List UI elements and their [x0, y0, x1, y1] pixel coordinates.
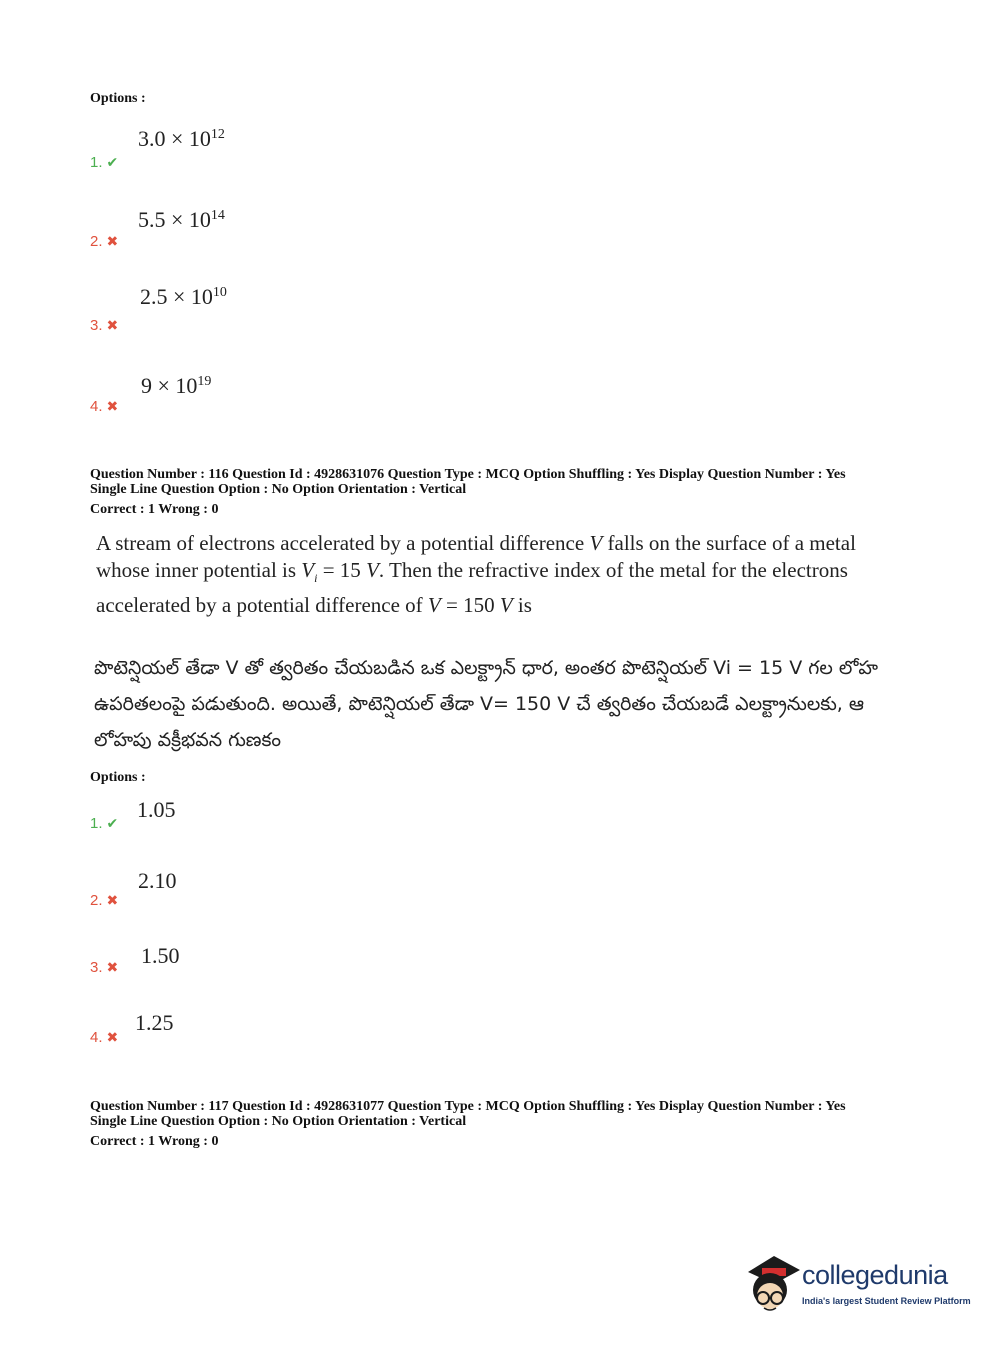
question-meta-line2: Single Line Question Option : No Option Orientation : Vertical [90, 482, 467, 497]
option-marker: 3. ✖ [90, 959, 119, 976]
question-text-telugu: పొటెన్షియల్ తేడా V తో త్వరితం చేయబడిన ఒక ఎలక్ట్రాన్ ధార, అంతర పొటెన్షియల్ Vi = 15 V గల లోహ ఉపరితలంపై పడుతుంది. అయితే, పొటెన్షియల్ తేడా V= 150 V చే త్వరితం చేయబడే ఎలక్ట్రానులకు, ఆ లోహపు వక్రీభవన గుణకం [94, 657, 879, 751]
options-label: Options : [90, 770, 146, 785]
option-marker: 1. ✔ [90, 154, 119, 171]
option-marker: 1. ✔ [90, 815, 119, 832]
options-label: Options : [90, 91, 146, 106]
option-value: 1.50 [141, 943, 180, 968]
check-icon: ✔ [106, 816, 119, 832]
cross-icon: ✖ [106, 318, 119, 334]
brand-name: collegedunia [802, 1260, 948, 1290]
option-value: 2.10 [138, 868, 177, 893]
option-value: $5.5 \times 10^{14}$ [138, 207, 225, 232]
option-value: $9 \times 10^{19}$ [141, 373, 212, 398]
cross-icon: ✖ [106, 399, 119, 415]
question-score: Correct : 1 Wrong : 0 [90, 502, 219, 517]
question-meta-line2: Single Line Question Option : No Option Orientation : Vertical [90, 1114, 467, 1129]
mascot-icon [742, 1250, 802, 1320]
option-marker: 4. ✖ [90, 398, 119, 415]
cross-icon: ✖ [106, 234, 119, 250]
option-marker: 3. ✖ [90, 317, 119, 334]
question-meta-line1: Question Number : 117 Question Id : 4928631077 Question Type : MCQ Option Shuffling : Yes Display Question Number : Yes [90, 1099, 846, 1114]
brand-tagline: India's largest Student Review Platform [802, 1296, 971, 1306]
option-value: $3.0 \times 10^{12}$ [138, 126, 225, 151]
question-text-english: A stream of electrons accelerated by a potential difference V falls on the surface of a metal whose inner potential is $V_i = 15$ V. Then the refractive index of the metal for the electrons accelerated by a potential difference of V = 150 V is [96, 531, 856, 618]
cross-icon: ✖ [106, 960, 119, 976]
option-value: 1.25 [135, 1010, 174, 1035]
option-value: $2.5 \times 10^{10}$ [140, 284, 227, 309]
cross-icon: ✖ [106, 893, 119, 909]
option-marker: 2. ✖ [90, 892, 119, 909]
check-icon: ✔ [106, 155, 119, 171]
cross-icon: ✖ [106, 1030, 119, 1046]
option-marker: 2. ✖ [90, 233, 119, 250]
question-meta-line1: Question Number : 116 Question Id : 4928631076 Question Type : MCQ Option Shuffling : Yes Display Question Number : Yes [90, 467, 846, 482]
option-value: 1.05 [137, 797, 176, 822]
collegedunia-logo [742, 1250, 972, 1320]
option-marker: 4. ✖ [90, 1029, 119, 1046]
question-score: Correct : 1 Wrong : 0 [90, 1134, 219, 1149]
